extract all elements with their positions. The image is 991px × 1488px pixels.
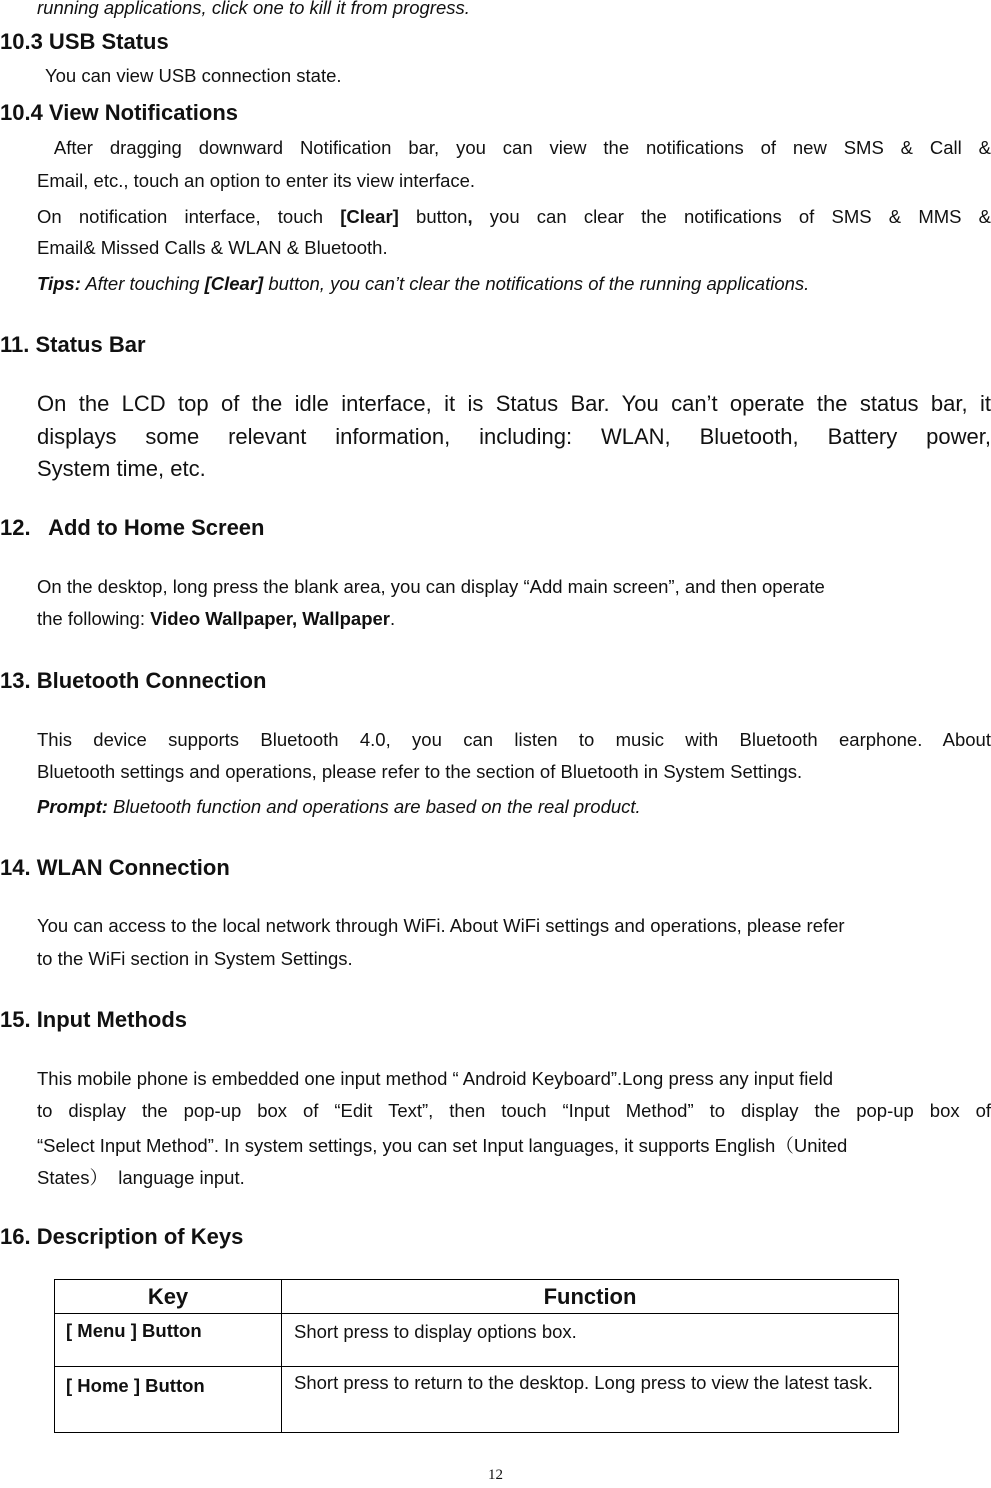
paragraph-10-4-line2: Email, etc., touch an option to enter its view interface. [37, 170, 476, 191]
home-screen-line1: On the desktop, long press the blank area, you can display “Add main screen”, and then operate [37, 576, 825, 597]
tips-note: Tips: After touching [Clear] button, you can’t clear the notifications of the running applications. [37, 273, 810, 294]
paragraph-10-4-clear-line1: On notification interface, touch [Clear] button, you can clear the notifications of SMS & MMS & [37, 206, 991, 227]
page-number: 12 [488, 1467, 503, 1483]
keys-table [54, 1279, 899, 1433]
function-cell: Short press to return to the desktop. Long press to view the latest task. [282, 1367, 899, 1433]
bluetooth-line1: This device supports Bluetooth 4.0, you can listen to music with Bluetooth earphone. About [37, 729, 991, 750]
bluetooth-line2: Bluetooth settings and operations, please refer to the section of Bluetooth in System Settings. [37, 761, 803, 782]
heading-11-status-bar: 11. Status Bar [0, 332, 146, 357]
paragraph-10-3: You can view USB connection state. [45, 65, 342, 86]
heading-13-bluetooth: 13. Bluetooth Connection [0, 668, 267, 693]
home-screen-line2: the following: Video Wallpaper, Wallpaper. [37, 608, 396, 629]
table-row [55, 1367, 899, 1433]
heading-12-add-home-screen: 12. Add to Home Screen [0, 515, 265, 540]
heading-10-4: 10.4 View Notifications [0, 100, 239, 125]
table-header-row [55, 1280, 899, 1314]
table-row [55, 1314, 899, 1367]
input-line4: States） language input. [37, 1167, 245, 1188]
status-bar-line1: On the LCD top of the idle interface, it is Status Bar. You can’t operate the status bar, it [37, 391, 991, 416]
heading-15-input-methods: 15. Input Methods [0, 1007, 187, 1032]
status-bar-line3: System time, etc. [37, 456, 206, 481]
heading-14-wlan: 14. WLAN Connection [0, 855, 230, 880]
column-header-function: Function [282, 1280, 899, 1314]
key-cell: [ Home ] Button [55, 1367, 282, 1433]
heading-10-3: 10.3 USB Status [0, 29, 169, 54]
input-line3: “Select Input Method”. In system settings, you can set Input languages, it supports English（United [37, 1135, 848, 1156]
heading-16-keys: 16. Description of Keys [0, 1224, 244, 1249]
continuation-text: running applications, click one to kill it from progress. [37, 0, 470, 18]
input-line2: to display the pop-up box of “Edit Text”, then touch “Input Method” to display the pop-up box of [37, 1100, 991, 1121]
function-cell: Short press to display options box. [282, 1314, 899, 1367]
wlan-line1: You can access to the local network through WiFi. About WiFi settings and operations, please refer [37, 915, 845, 936]
column-header-key: Key [55, 1280, 282, 1314]
key-cell: [ Menu ] Button [55, 1314, 282, 1367]
status-bar-line2: displays some relevant information, including: WLAN, Bluetooth, Battery power, [37, 424, 991, 449]
bluetooth-prompt: Prompt: Bluetooth function and operations are based on the real product. [37, 796, 641, 817]
wlan-line2: to the WiFi section in System Settings. [37, 948, 353, 969]
paragraph-10-4-line1: After dragging downward Notification bar, you can view the notifications of new SMS & Call & [53, 137, 991, 158]
input-line1: This mobile phone is embedded one input method “ Android Keyboard”.Long press any input field [37, 1068, 834, 1089]
paragraph-10-4-clear-line2: Email& Missed Calls & WLAN & Bluetooth. [37, 237, 388, 258]
